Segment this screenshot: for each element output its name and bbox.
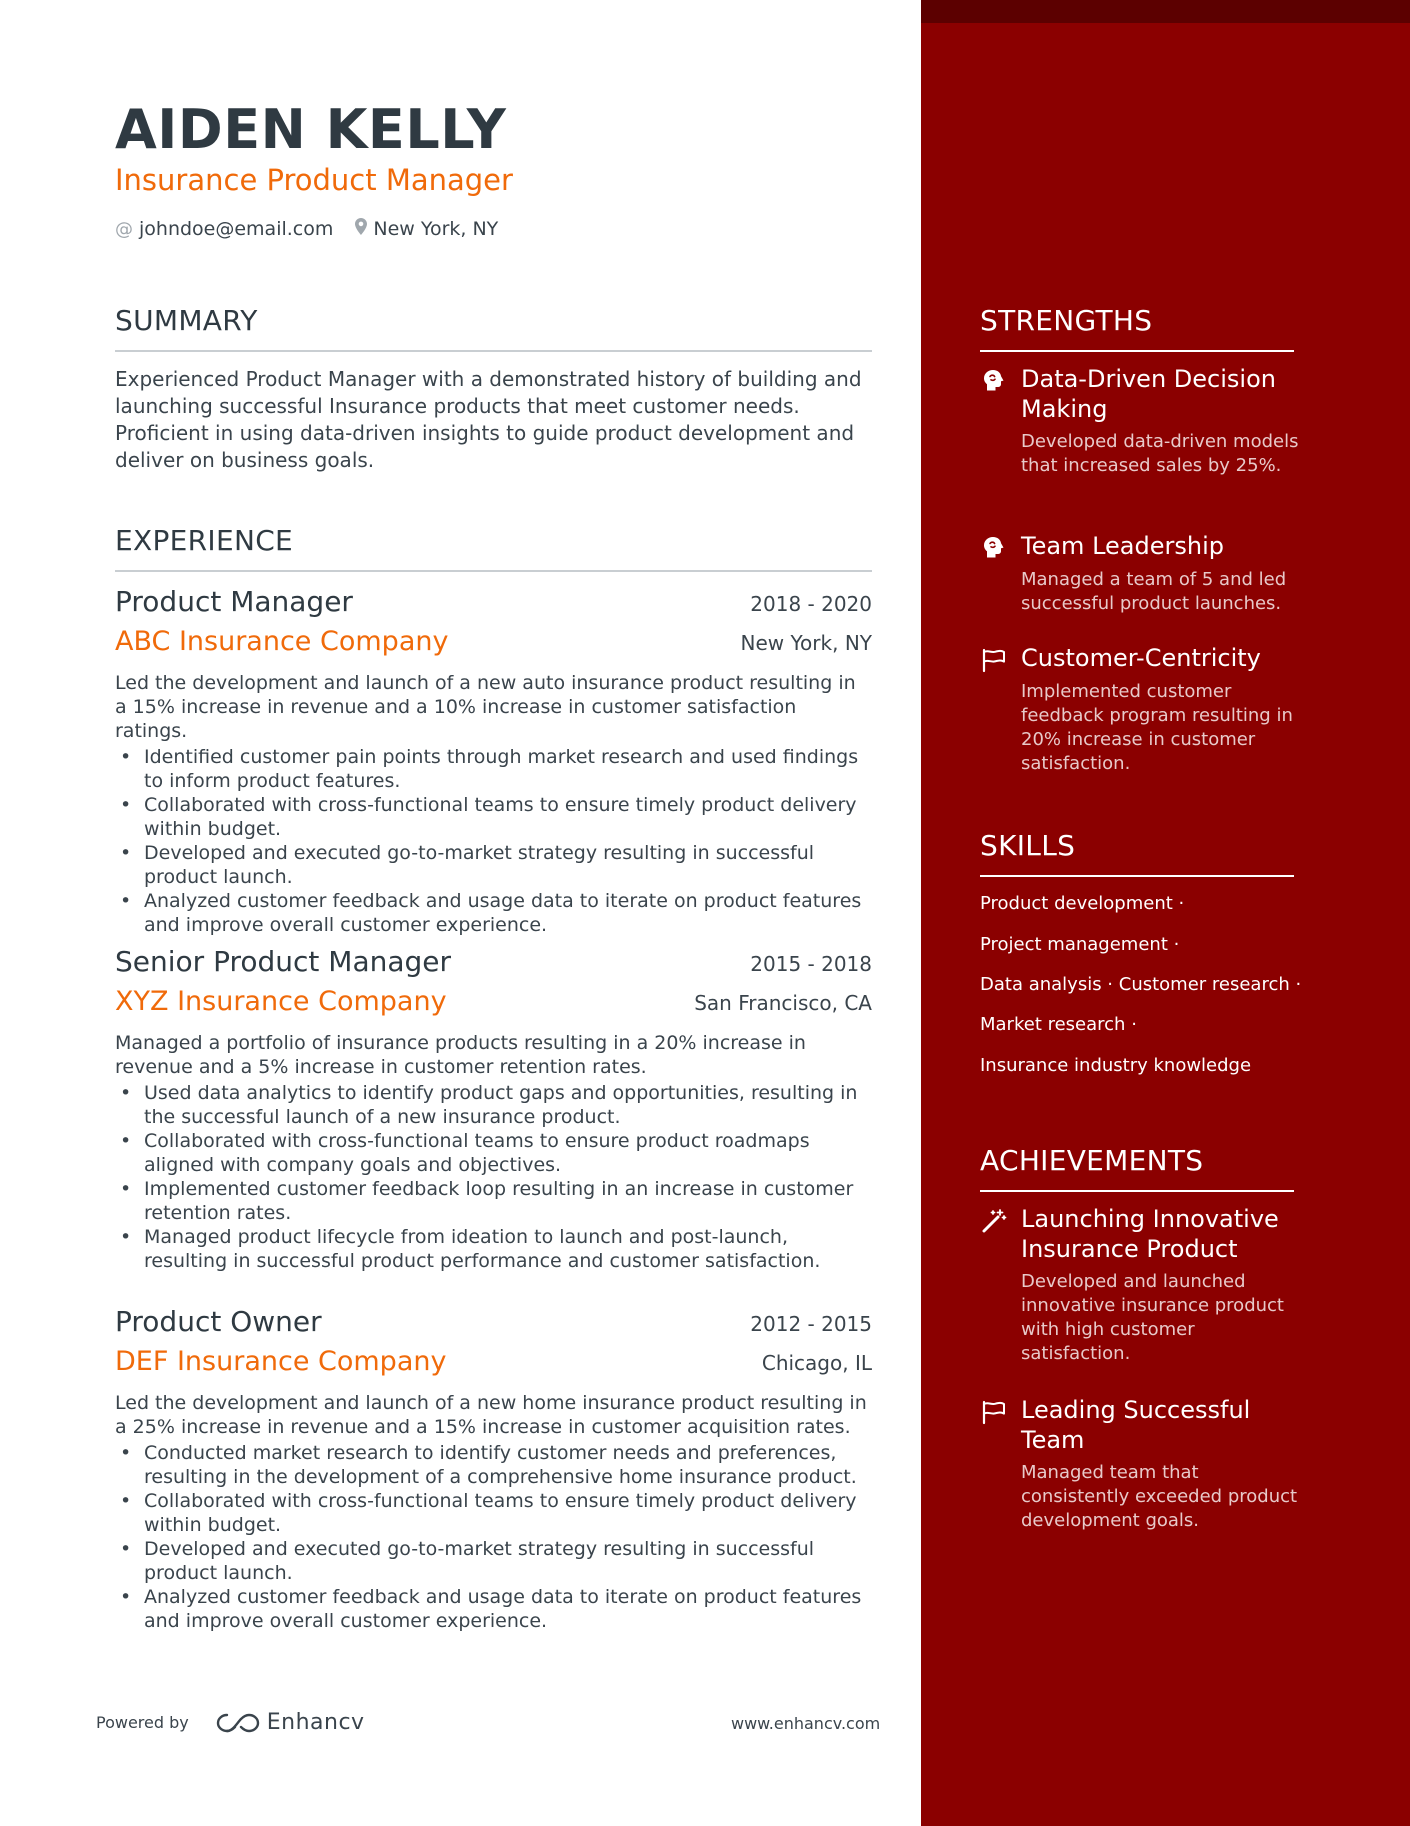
contact-location: New York, NY — [373, 218, 499, 240]
enhancv-logo[interactable] — [215, 1710, 365, 1735]
job-location: Chicago, IL — [761, 1351, 872, 1375]
job-dates: 2015 - 2018 — [750, 952, 872, 976]
skill-line: Project management · — [980, 934, 1180, 955]
flag-icon — [980, 646, 1008, 674]
job-bullet: • Analyzed customer feedback and usage data to iterate on product features and improve overall customer experience. — [115, 889, 872, 937]
job-bullet: • Used data analytics to identify product gaps and opportunities, resulting in the successful launch of a new insurance product. — [115, 1081, 872, 1129]
strength-item — [980, 531, 1300, 616]
job-bullet: • Conducted market research to identify customer needs and preferences, resulting in the development of a comprehensive home insurance product. — [115, 1441, 872, 1489]
achievement-desc: Managed team that consistently exceeded product development goals. — [1021, 1462, 1298, 1531]
job-description: Led the development and launch of a new home insurance product resulting in a 25% increase in revenue and a 15% increase in customer acquisition rates. — [115, 1392, 867, 1438]
job-title: Product Owner — [115, 1305, 322, 1338]
experience-entry — [115, 585, 872, 937]
job-bullet: • Managed product lifecycle from ideation to launch and post-launch, resulting in successful product performance and customer satisfaction. — [115, 1225, 872, 1273]
job-bullet: • Developed and executed go-to-market strategy resulting in successful product launch. — [115, 1537, 872, 1585]
candidate-name: AIDEN KELLY — [115, 98, 507, 161]
job-dates: 2018 - 2020 — [750, 592, 872, 616]
job-bullets — [115, 1441, 872, 1633]
skill-line: Market research · — [980, 1014, 1137, 1035]
achievement-item — [980, 1204, 1300, 1366]
at-icon: @ — [115, 218, 133, 240]
job-description: Managed a portfolio of insurance products resulting in a 20% increase in revenue and a 5% increase in customer retention rates. — [115, 1032, 806, 1078]
strength-item — [980, 643, 1300, 776]
strength-desc: Developed data-driven models that increased sales by 25%. — [1021, 431, 1299, 476]
job-bullet: • Collaborated with cross-functional teams to ensure timely product delivery within budget. — [115, 793, 872, 841]
flag-icon — [980, 1398, 1008, 1426]
job-bullets — [115, 745, 872, 937]
skill-line: Insurance industry knowledge — [980, 1055, 1252, 1076]
job-bullet: • Collaborated with cross-functional teams to ensure timely product delivery within budget. — [115, 1489, 872, 1537]
experience-divider — [115, 570, 872, 572]
magic-wand-icon — [980, 1207, 1008, 1235]
location-pin-icon — [355, 218, 367, 240]
skill-line: Product development · — [980, 893, 1185, 914]
experience-heading: EXPERIENCE — [115, 524, 294, 557]
strength-desc: Implemented customer feedback program resulting in 20% increase in customer satisfaction. — [1021, 681, 1293, 774]
job-bullets — [115, 1081, 872, 1273]
candidate-role: Insurance Product Manager — [115, 163, 513, 197]
brain-icon — [980, 534, 1008, 562]
summary-heading: SUMMARY — [115, 304, 258, 337]
achievement-title: Leading Successful Team — [1021, 1396, 1251, 1454]
job-bullet: • Collaborated with cross-functional teams to ensure product roadmaps aligned with company goals and objectives. — [115, 1129, 872, 1177]
skills-divider — [980, 875, 1294, 877]
job-bullet: • Implemented customer feedback loop resulting in an increase in customer retention rates. — [115, 1177, 872, 1225]
experience-entry — [115, 945, 872, 1273]
strength-item — [980, 364, 1300, 478]
achievements-divider — [980, 1190, 1294, 1192]
infinity-logo-icon — [215, 1711, 261, 1735]
job-bullet: • Analyzed customer feedback and usage data to iterate on product features and improve overall customer experience. — [115, 1585, 872, 1633]
strengths-divider — [980, 350, 1294, 352]
summary-text: Experienced Product Manager with a demonstrated history of building and launching successful Insurance products that meet customer needs. Proficient in using data-driven insights to guide product development and deliver on business goals. — [115, 367, 862, 472]
brand-name: Enhancv — [266, 1710, 365, 1735]
job-title: Senior Product Manager — [115, 945, 452, 978]
achievement-desc: Developed and launched innovative insurance product with high customer satisfaction. — [1021, 1271, 1284, 1364]
footer-url[interactable]: www.enhancv.com — [731, 1714, 881, 1733]
strength-title: Team Leadership — [1021, 532, 1224, 560]
job-location: New York, NY — [740, 631, 872, 655]
job-dates: 2012 - 2015 — [750, 1312, 872, 1336]
footer-branding — [96, 1710, 365, 1735]
job-bullet: • Identified customer pain points through market research and used findings to inform product features. — [115, 745, 872, 793]
contact-email[interactable]: johndoe@email.com — [139, 218, 334, 240]
achievements-heading: ACHIEVEMENTS — [980, 1144, 1204, 1177]
experience-entry — [115, 1305, 872, 1633]
summary-divider — [115, 350, 872, 352]
achievement-title: Launching Innovative Insurance Product — [1021, 1205, 1279, 1263]
job-description: Led the development and launch of a new auto insurance product resulting in a 15% increase in revenue and a 10% increase in customer satisfaction ratings. — [115, 672, 856, 742]
skill-line: Data analysis · Customer research · — [980, 974, 1302, 995]
job-company: DEF Insurance Company — [115, 1346, 447, 1377]
contact-row — [115, 218, 498, 240]
powered-by-label: Powered by — [96, 1713, 189, 1732]
sidebar-top-bar — [921, 0, 1410, 23]
strength-title: Data-Driven Decision Making — [1021, 365, 1276, 423]
brain-icon — [980, 367, 1008, 395]
strengths-heading: STRENGTHS — [980, 304, 1153, 337]
achievement-item — [980, 1395, 1300, 1533]
job-company: XYZ Insurance Company — [115, 986, 447, 1017]
strength-desc: Managed a team of 5 and led successful product launches. — [1021, 569, 1287, 614]
job-title: Product Manager — [115, 585, 353, 618]
strength-title: Customer-Centricity — [1021, 644, 1261, 672]
skills-heading: SKILLS — [980, 829, 1076, 862]
job-location: San Francisco, CA — [694, 991, 872, 1015]
job-company: ABC Insurance Company — [115, 626, 449, 657]
job-bullet: • Developed and executed go-to-market strategy resulting in successful product launch. — [115, 841, 872, 889]
